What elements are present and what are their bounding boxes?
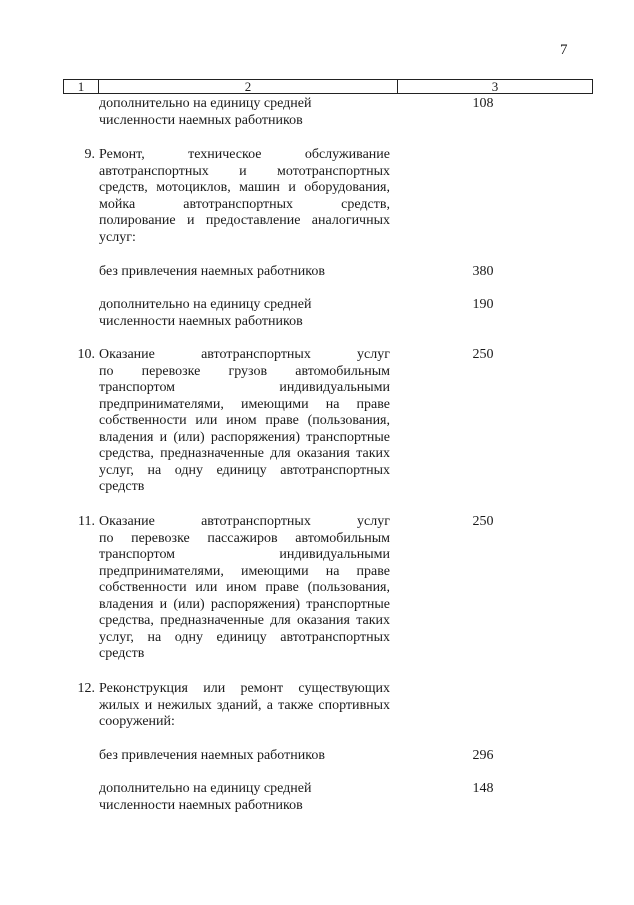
- description-line: численности наемных работников: [99, 313, 303, 329]
- description-line: услуг, на одну единицу автотранспортных: [99, 462, 390, 478]
- description-line: предпринимателями, имеющими на праве: [99, 396, 390, 412]
- description-line: Оказание автотранспортных услуг: [99, 514, 390, 529]
- item-description: [99, 748, 390, 765]
- item-number: 9.: [84, 147, 95, 162]
- description-line: собственности или ином праве (пользования,: [99, 580, 390, 595]
- description-line: средств: [99, 646, 145, 661]
- item-description: [99, 297, 390, 330]
- item-value: 250: [472, 347, 494, 362]
- description-line: средства, предназначенные для оказания таких: [99, 613, 390, 628]
- item-description: [99, 781, 390, 814]
- column-header-row: [63, 79, 593, 94]
- description-line: услуг:: [99, 229, 136, 245]
- item-number: 10.: [77, 347, 95, 362]
- description-line: без привлечения наемных работников: [99, 748, 325, 763]
- description-line: транспортом индивидуальными: [99, 380, 390, 395]
- description-line: предпринимателями, имеющими на праве: [99, 563, 390, 579]
- item-description: [99, 514, 390, 663]
- column-number-2: 2: [99, 80, 398, 94]
- description-line: средств: [99, 479, 145, 494]
- description-line: жилых и нежилых зданий, а также спортивных: [99, 697, 390, 713]
- description-line: владения и (или) распоряжения) транспортные: [99, 596, 390, 612]
- item-description: [99, 347, 390, 496]
- description-line: автотранспортных и мототранспортных: [99, 163, 390, 179]
- item-value: 148: [472, 781, 494, 796]
- description-line: дополнительно на единицу средней: [99, 96, 312, 111]
- description-line: средства, предназначенные для оказания таких: [99, 446, 390, 461]
- column-number-3: 3: [398, 80, 593, 94]
- item-value: 190: [472, 297, 494, 312]
- description-line: сооружений:: [99, 714, 175, 729]
- description-line: дополнительно на единицу средней: [99, 781, 312, 796]
- description-line: по перевозке грузов автомобильным: [99, 363, 390, 379]
- description-line: собственности или ином праве (пользования,: [99, 413, 390, 428]
- description-line: численности наемных работников: [99, 797, 303, 813]
- description-line: услуг, на одну единицу автотранспортных: [99, 629, 390, 645]
- description-line: мойка автотранспортных средств,: [99, 196, 390, 212]
- description-line: Оказание автотранспортных услуг: [99, 347, 390, 362]
- description-line: Ремонт, техническое обслуживание: [99, 147, 390, 162]
- item-description: [99, 147, 390, 246]
- description-line: без привлечения наемных работников: [99, 264, 325, 279]
- item-description: [99, 264, 390, 281]
- description-line: владения и (или) распоряжения) транспортные: [99, 429, 390, 445]
- description-line: средств, мотоциклов, машин и оборудования,: [99, 180, 390, 195]
- description-line: дополнительно на единицу средней: [99, 297, 312, 312]
- description-line: численности наемных работников: [99, 112, 303, 128]
- description-line: транспортом индивидуальными: [99, 547, 390, 562]
- column-number-1: 1: [64, 80, 99, 94]
- item-number: 11.: [78, 514, 95, 529]
- item-number: 12.: [77, 681, 95, 696]
- item-value: 380: [472, 264, 494, 279]
- description-line: Реконструкция или ремонт существующих: [99, 681, 390, 696]
- item-value: 250: [472, 514, 494, 529]
- description-line: полирование и предоставление аналогичных: [99, 213, 390, 228]
- item-value: 296: [472, 748, 494, 763]
- item-description: [99, 96, 390, 129]
- description-line: по перевозке пассажиров автомобильным: [99, 530, 390, 546]
- item-description: [99, 681, 390, 731]
- item-value: 108: [472, 96, 494, 111]
- page-number: 7: [560, 42, 568, 58]
